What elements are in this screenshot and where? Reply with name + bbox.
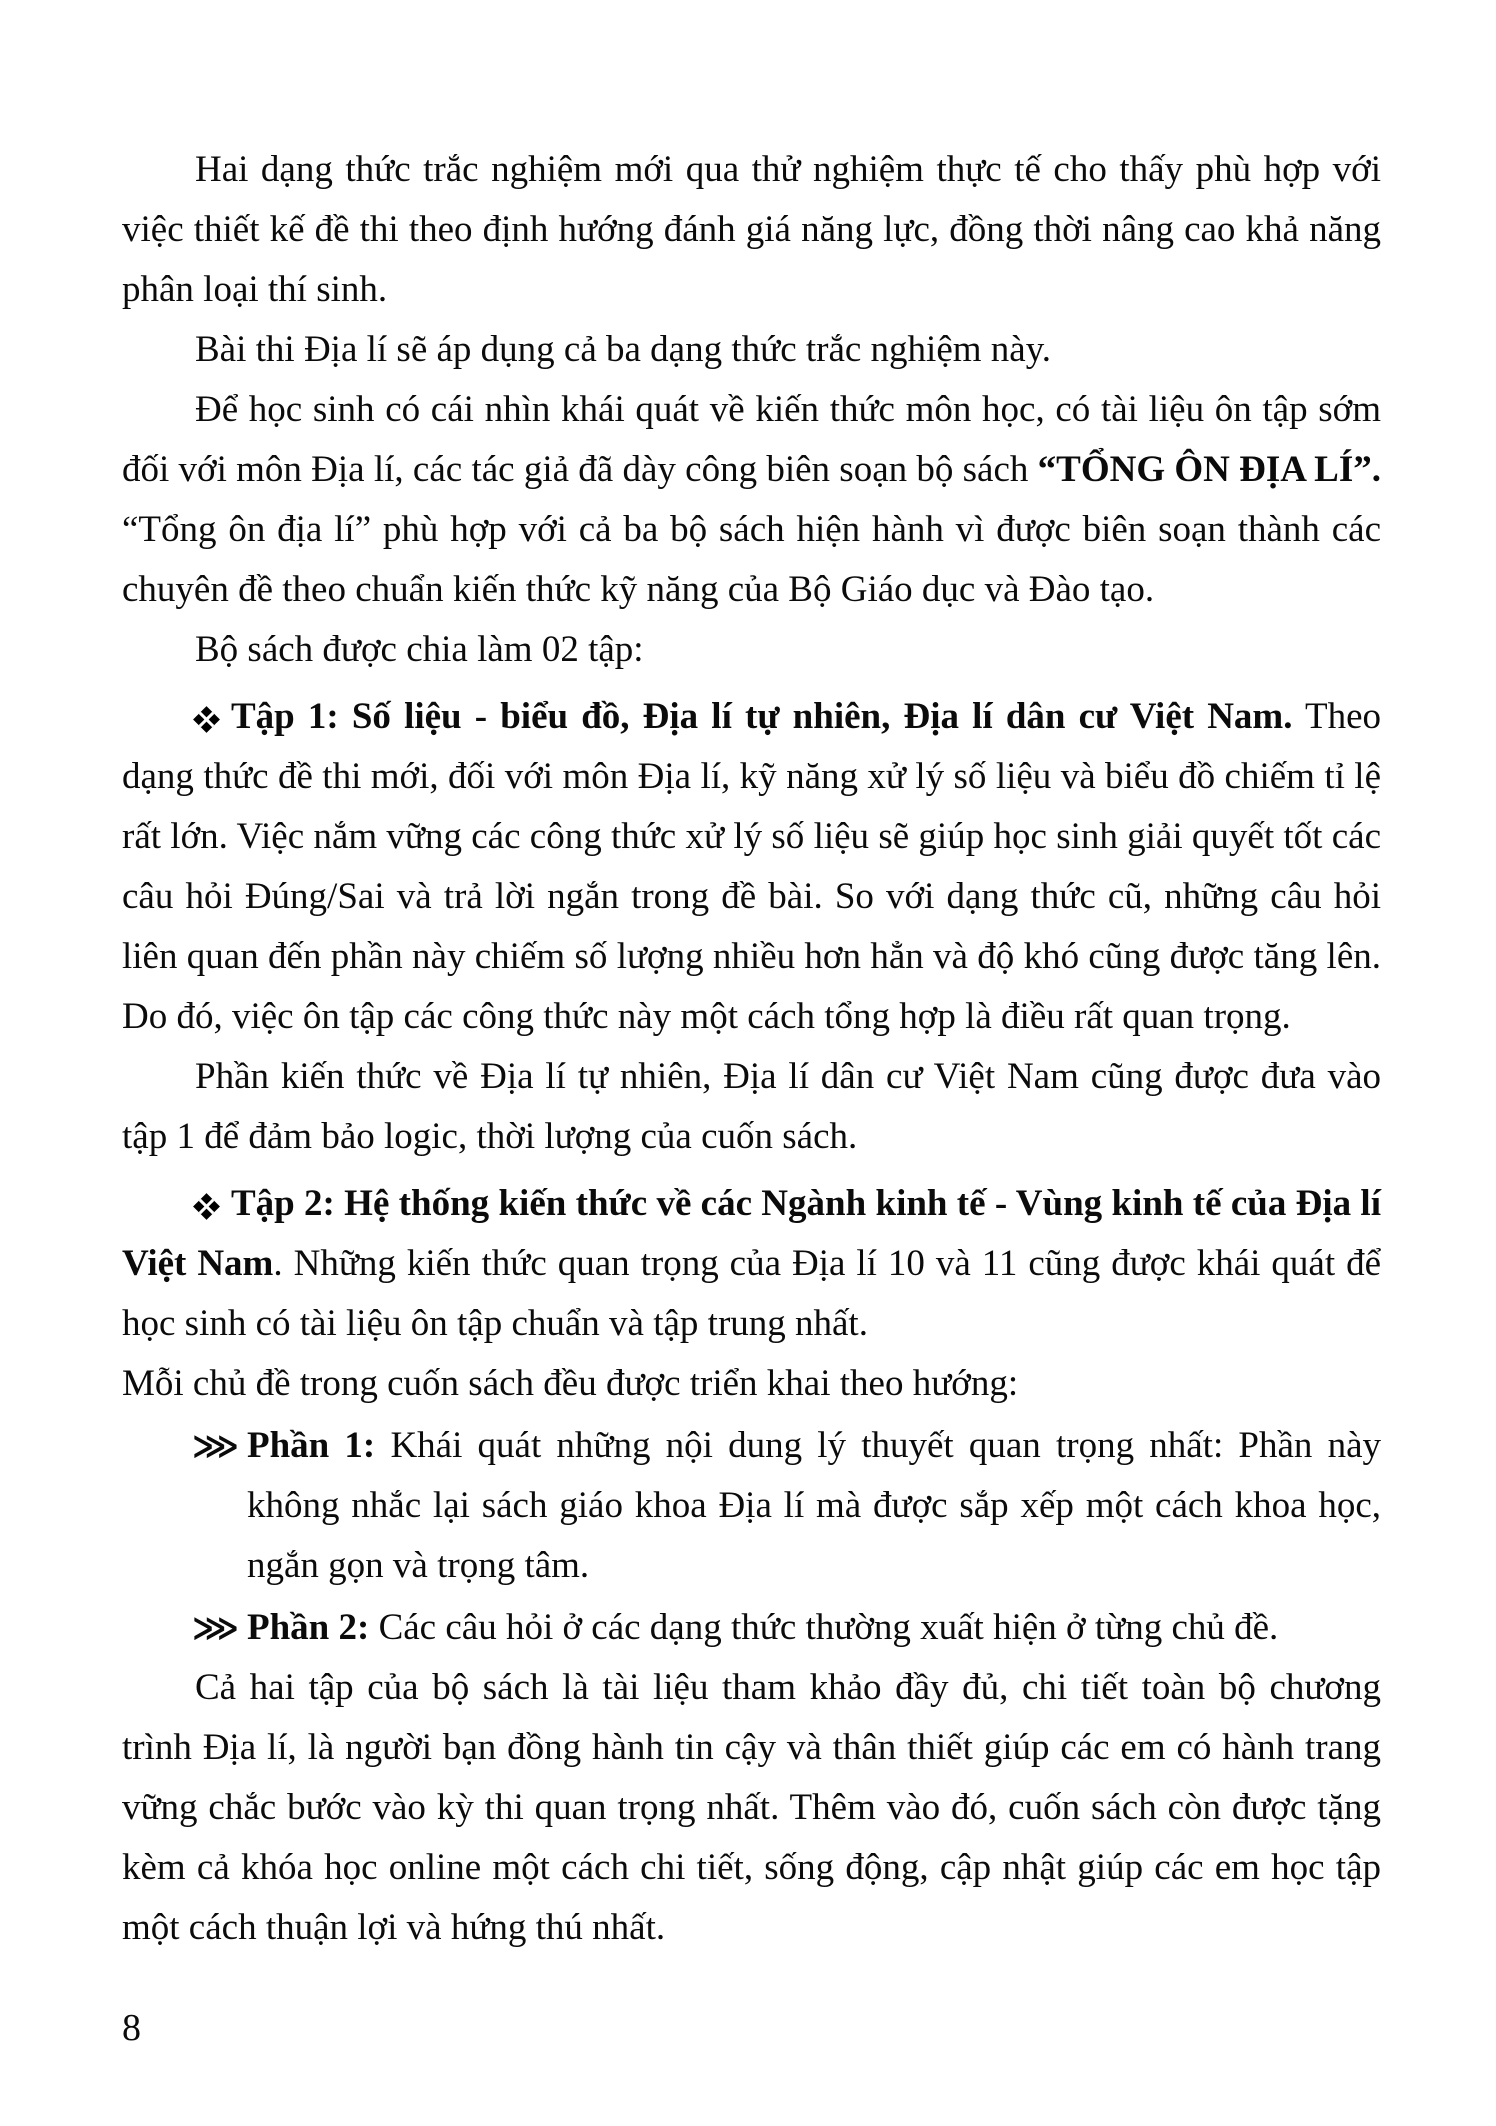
paragraph-closing: Cả hai tập của bộ sách là tài liệu tham khảo đầy đủ, chi tiết toàn bộ chương trình Địa lí, là người bạn đồng hành tin cậy và thân thiết giúp các em có hành trang vững chắc bước vào kỳ thi quan trọng nhất. Thêm vào đó, cuốn sách còn được tặng kèm cả khóa học online một cách chi tiết, sống động, cập nhật giúp các em học tập một cách thuận lợi và hứng thú nhất. bbox=[122, 1667, 1381, 1948]
volume-2-description: . Những kiến thức quan trọng của Địa lí 10 và 11 cũng được khái quát để học sinh có tài liệu ôn tập chuẩn và tập trung nhất. bbox=[122, 1243, 1381, 1344]
series-title-bold: “TỔNG ÔN ĐỊA LÍ”. bbox=[1037, 449, 1381, 490]
paragraph-intro-2: Bài thi Địa lí sẽ áp dụng cả ba dạng thức trắc nghiệm này. bbox=[195, 329, 1052, 370]
series-intro-text: Để học sinh có cái nhìn khái quát về kiến thức môn học, có tài liệu ôn tập sớm đối với môn Địa lí, các tác giả đã dày công biên soạn bộ sách bbox=[122, 389, 1381, 490]
part-1-description: Khái quát những nội dung lý thuyết quan trọng nhất: Phần này không nhắc lại sách giáo khoa Địa lí mà được sắp xếp một cách khoa học, ngắn gọn và trọng tâm. bbox=[247, 1425, 1382, 1586]
triple-chevron-bullet-icon: ⋙ bbox=[192, 1426, 239, 1465]
diamond-bullet-icon bbox=[193, 706, 220, 733]
volume-2-title: Tập 2: Hệ thống kiến thức về các Ngành kinh tế - Vùng kinh tế của Địa lí Việt Nam bbox=[122, 1183, 1381, 1284]
volume-1-item bbox=[122, 687, 1381, 1047]
part-2-label: Phần 2: bbox=[247, 1607, 370, 1648]
paragraph-series-intro bbox=[122, 380, 1381, 620]
volume-1-description: Theo dạng thức đề thi mới, đối với môn Địa lí, kỹ năng xử lý số liệu và biểu đồ chiếm tỉ lệ rất lớn. Việc nắm vững các công thức xử lý số liệu sẽ giúp học sinh giải quyết tốt các câu hỏi Đúng/Sai và trả lời ngắn trong đề bài. So với dạng thức cũ, những câu hỏi liên quan đến phần này chiếm số lượng nhiều hơn hẳn và độ khó cũng được tăng lên. Do đó, việc ôn tập các công thức này một cách tổng hợp là điều rất quan trọng. bbox=[122, 696, 1382, 1037]
part-1-item bbox=[122, 1416, 1381, 1596]
paragraph-nature-knowledge: Phần kiến thức về Địa lí tự nhiên, Địa lí dân cư Việt Nam cũng được đưa vào tập 1 để đảm bảo logic, thời lượng của cuốn sách. bbox=[122, 1056, 1381, 1157]
paragraph-intro-1: Hai dạng thức trắc nghiệm mới qua thử nghiệm thực tế cho thấy phù hợp với việc thiết kế đề thi theo định hướng đánh giá năng lực, đồng thời nâng cao khả năng phân loại thí sinh. bbox=[122, 149, 1381, 310]
volume-2-item bbox=[122, 1174, 1381, 1354]
diamond-bullet-icon bbox=[193, 1193, 220, 1220]
page-number: 8 bbox=[122, 2007, 141, 2049]
triple-chevron-bullet-icon: ⋙ bbox=[192, 1608, 239, 1647]
paragraph-topics-intro: Mỗi chủ đề trong cuốn sách đều được triển khai theo hướng: bbox=[122, 1363, 1019, 1404]
series-intro-text-cont: “Tổng ôn địa lí” phù hợp với cả ba bộ sách hiện hành vì được biên soạn thành các chuyên đề theo chuẩn kiến thức kỹ năng của Bộ Giáo dục và Đào tạo. bbox=[122, 509, 1381, 610]
part-2-item bbox=[122, 1598, 1381, 1658]
part-1-label: Phần 1: bbox=[247, 1425, 376, 1466]
paragraph-two-volumes: Bộ sách được chia làm 02 tập: bbox=[195, 629, 644, 670]
part-2-description: Các câu hỏi ở các dạng thức thường xuất hiện ở từng chủ đề. bbox=[369, 1607, 1279, 1648]
page-body bbox=[122, 140, 1381, 1958]
volume-1-title: Tập 1: Số liệu - biểu đồ, Địa lí tự nhiên, Địa lí dân cư Việt Nam. bbox=[231, 696, 1293, 737]
